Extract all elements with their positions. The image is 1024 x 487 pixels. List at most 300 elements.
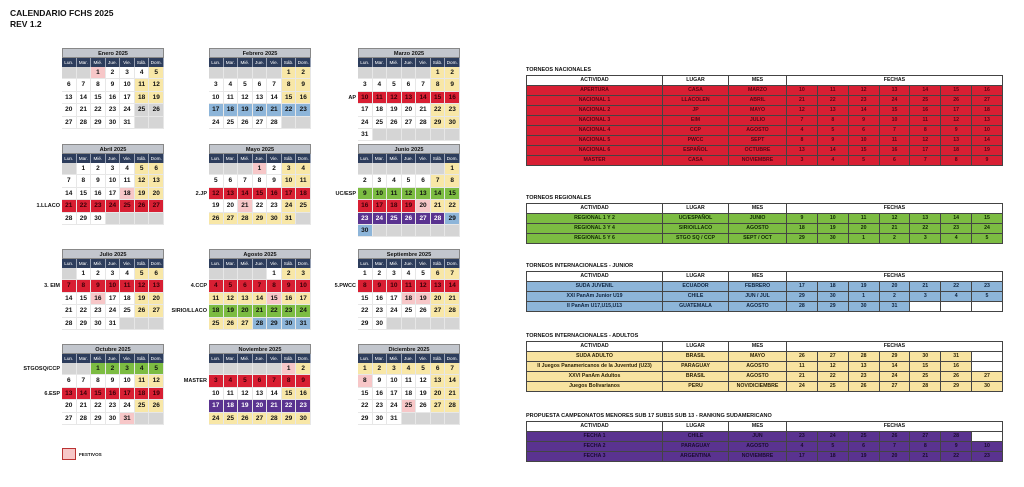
weekday-label: Lun. (62, 154, 77, 163)
month-days (209, 268, 311, 330)
day-cell: 24 (387, 400, 402, 412)
day-cell: 27 (238, 318, 253, 330)
month-days (358, 67, 460, 141)
day-cell: 31 (120, 413, 135, 425)
weekday-label: Sáb. (135, 354, 150, 363)
day-cell: 9 (91, 280, 106, 292)
day-cell: 24 (106, 200, 121, 212)
date-cell: 12 (941, 116, 972, 126)
empty-day-cell (416, 129, 431, 141)
day-cell: 19 (238, 400, 253, 412)
weekday-label: Mar. (224, 259, 239, 268)
empty-day-cell (373, 67, 388, 79)
month-side-label: SIRIO/LLACO (171, 308, 207, 315)
day-cell: 4 (135, 363, 150, 375)
date-cell: 30 (972, 382, 1003, 392)
day-cell: 25 (373, 117, 388, 129)
month-8 (209, 249, 311, 330)
day-cell: 14 (238, 188, 253, 200)
month-name: Abril 2025 (62, 144, 164, 154)
date-cell: 17 (910, 146, 941, 156)
day-cell: 26 (149, 104, 164, 116)
day-cell: 27 (431, 305, 446, 317)
day-cell: 23 (91, 305, 106, 317)
day-cell: 24 (373, 213, 388, 225)
day-cell: 11 (120, 175, 135, 187)
day-cell: 16 (106, 388, 121, 400)
day-cell: 10 (387, 375, 402, 387)
empty-day-cell (402, 67, 417, 79)
day-cell: 19 (402, 200, 417, 212)
table-title: TORNEOS INTERNACIONALES - JUNIOR (526, 263, 634, 269)
day-cell: 12 (416, 375, 431, 387)
date-cell: 28 (848, 352, 879, 362)
day-cell: 13 (149, 280, 164, 292)
date-cell: 26 (941, 372, 972, 382)
column-header: ACTIVIDAD (527, 76, 663, 86)
day-cell: 22 (358, 305, 373, 317)
day-cell: 28 (253, 318, 268, 330)
date-cell: 12 (848, 86, 879, 96)
date-cell: 25 (848, 432, 879, 442)
day-cell: 24 (387, 305, 402, 317)
day-cell: 11 (402, 280, 417, 292)
month-name: Febrero 2025 (209, 48, 311, 58)
day-cell: 20 (253, 400, 268, 412)
date-cell: 13 (848, 362, 879, 372)
day-cell: 7 (77, 375, 92, 387)
tournament-table (526, 75, 1003, 166)
day-cell: 5 (416, 268, 431, 280)
empty-day-cell (445, 318, 460, 330)
day-cell: 13 (431, 375, 446, 387)
weekday-label: Vie. (267, 259, 282, 268)
table-cell: NACIONAL 4 (527, 126, 663, 136)
day-cell: 21 (445, 293, 460, 305)
date-cell: 20 (879, 282, 910, 292)
table-cell: GUATEMALA (663, 302, 729, 312)
empty-day-cell (135, 117, 150, 129)
empty-day-cell (120, 213, 135, 225)
day-cell: 2 (91, 268, 106, 280)
day-cell: 7 (62, 175, 77, 187)
date-cell: 26 (941, 96, 972, 106)
table-section (526, 66, 1002, 166)
day-cell: 6 (402, 79, 417, 91)
day-cell: 25 (135, 104, 150, 116)
table-cell: JUN / JUL (729, 292, 787, 302)
date-cell: 3 (910, 234, 941, 244)
empty-day-cell (149, 318, 164, 330)
date-cell: 30 (817, 234, 848, 244)
day-cell: 9 (106, 375, 121, 387)
weekday-label: Mié. (91, 154, 106, 163)
day-cell: 31 (358, 129, 373, 141)
date-cell: 14 (941, 214, 972, 224)
day-cell: 25 (402, 305, 417, 317)
day-cell: 15 (91, 388, 106, 400)
table-cell: CASA (663, 86, 729, 96)
day-cell: 4 (135, 67, 150, 79)
table-cell: NOVIEMBRE (729, 452, 787, 462)
day-cell: 10 (120, 79, 135, 91)
day-cell: 12 (387, 92, 402, 104)
calendar-title: CALENDARIO FCHS 2025 (10, 8, 114, 18)
day-cell: 20 (238, 305, 253, 317)
table-cell: SEPT / OCT (729, 234, 787, 244)
date-cell: 5 (848, 156, 879, 166)
month-name: Octubre 2025 (62, 344, 164, 354)
legend (62, 448, 102, 460)
day-cell: 10 (106, 280, 121, 292)
date-cell: 16 (910, 106, 941, 116)
weekday-label: Sáb. (135, 154, 150, 163)
empty-day-cell (387, 163, 402, 175)
date-cell: 10 (972, 442, 1003, 452)
empty-day-cell (431, 129, 446, 141)
day-cell: 15 (358, 293, 373, 305)
weekday-label: Lun. (209, 154, 224, 163)
day-cell: 2 (373, 268, 388, 280)
empty-day-cell (387, 318, 402, 330)
day-cell: 31 (387, 413, 402, 425)
weekday-label: Dom. (149, 354, 164, 363)
date-cell: 10 (787, 86, 818, 96)
day-cell: 10 (296, 280, 311, 292)
day-cell: 11 (135, 375, 150, 387)
weekday-label: Mar. (224, 354, 239, 363)
table-cell: JULIO (729, 116, 787, 126)
day-cell: 18 (402, 293, 417, 305)
day-cell: 18 (373, 104, 388, 116)
table-cell: FECHA 1 (527, 432, 663, 442)
date-cell: 23 (787, 432, 818, 442)
date-cell: 28 (787, 302, 818, 312)
table-cell: CHILE (663, 292, 729, 302)
day-cell: 14 (77, 92, 92, 104)
day-cell: 29 (267, 318, 282, 330)
empty-day-cell (431, 318, 446, 330)
date-cell: 21 (910, 452, 941, 462)
day-cell: 5 (402, 175, 417, 187)
day-cell: 13 (224, 188, 239, 200)
empty-day-cell (224, 163, 239, 175)
date-cell: 20 (879, 452, 910, 462)
day-cell: 8 (91, 79, 106, 91)
weekday-label: Mié. (387, 354, 402, 363)
weekday-label: Sáb. (282, 58, 297, 67)
day-cell: 21 (267, 400, 282, 412)
date-cell: 6 (879, 156, 910, 166)
table-row (527, 282, 1003, 292)
column-header: LUGAR (663, 272, 729, 282)
empty-day-cell (62, 67, 77, 79)
month-side-label: UC/ESP (335, 190, 356, 197)
day-cell: 29 (91, 117, 106, 129)
day-cell: 28 (445, 400, 460, 412)
date-cell: 13 (941, 136, 972, 146)
day-cell: 25 (120, 200, 135, 212)
column-header: MES (729, 272, 787, 282)
date-cell: 4 (941, 234, 972, 244)
table-row (527, 136, 1003, 146)
date-cell: 11 (910, 116, 941, 126)
date-cell: 10 (817, 214, 848, 224)
month-name: Mayo 2025 (209, 144, 311, 154)
day-cell: 11 (224, 388, 239, 400)
page-title (10, 8, 113, 30)
day-cell: 18 (296, 188, 311, 200)
weekday-label: Jue. (402, 154, 417, 163)
date-cell: 1 (848, 292, 879, 302)
date-cell: 24 (787, 382, 818, 392)
day-cell: 8 (77, 175, 92, 187)
day-cell: 24 (296, 305, 311, 317)
weekday-label: Vie. (416, 58, 431, 67)
day-cell: 6 (253, 375, 268, 387)
day-cell: 3 (209, 79, 224, 91)
day-cell: 1 (91, 67, 106, 79)
day-cell: 21 (77, 104, 92, 116)
day-cell: 21 (267, 104, 282, 116)
month-days (209, 67, 311, 129)
table-cell: OCTUBRE (729, 146, 787, 156)
date-cell: 13 (879, 86, 910, 96)
weekday-label: Vie. (120, 58, 135, 67)
table-cell: NACIONAL 6 (527, 146, 663, 156)
day-cell: 27 (431, 400, 446, 412)
day-cell: 16 (267, 188, 282, 200)
date-cell: 15 (972, 214, 1003, 224)
day-cell: 2 (106, 67, 121, 79)
day-cell: 13 (416, 188, 431, 200)
weekday-label: Sáb. (135, 259, 150, 268)
day-cell: 15 (445, 188, 460, 200)
day-cell: 6 (416, 175, 431, 187)
day-cell: 29 (77, 318, 92, 330)
day-cell: 13 (253, 92, 268, 104)
date-cell (972, 302, 1003, 312)
date-cell: 3 (910, 292, 941, 302)
column-header: FECHAS (787, 204, 1003, 214)
tournament-table (526, 341, 1003, 392)
day-cell: 24 (120, 104, 135, 116)
weekday-label: Lun. (62, 354, 77, 363)
day-cell: 25 (296, 200, 311, 212)
date-cell: 23 (972, 282, 1003, 292)
day-cell: 28 (416, 117, 431, 129)
day-cell: 15 (77, 293, 92, 305)
date-cell (910, 302, 941, 312)
weekday-label: Vie. (416, 154, 431, 163)
date-cell: 26 (787, 352, 818, 362)
weekday-label: Lun. (358, 154, 373, 163)
day-cell: 4 (224, 375, 239, 387)
empty-day-cell (253, 67, 268, 79)
table-row (527, 96, 1003, 106)
date-cell: 24 (972, 224, 1003, 234)
table-header-row (527, 76, 1003, 86)
month-days (62, 268, 164, 330)
weekday-label: Mar. (224, 58, 239, 67)
day-cell: 30 (358, 225, 373, 237)
day-cell: 15 (253, 188, 268, 200)
date-cell: 9 (817, 136, 848, 146)
column-header: MES (729, 204, 787, 214)
column-header: FECHAS (787, 342, 1003, 352)
day-cell: 1 (445, 163, 460, 175)
day-cell: 17 (387, 293, 402, 305)
day-cell: 9 (296, 375, 311, 387)
weekday-label: Mar. (373, 354, 388, 363)
weekday-label: Dom. (445, 58, 460, 67)
column-header: MES (729, 76, 787, 86)
day-cell: 8 (282, 375, 297, 387)
day-cell: 6 (149, 163, 164, 175)
weekday-header (209, 259, 311, 268)
date-cell: 15 (941, 86, 972, 96)
day-cell: 11 (120, 280, 135, 292)
day-cell: 9 (282, 280, 297, 292)
date-cell: 3 (787, 156, 818, 166)
date-cell: 21 (787, 372, 818, 382)
empty-day-cell (106, 213, 121, 225)
date-cell: 8 (817, 116, 848, 126)
tournament-table (526, 421, 1003, 462)
day-cell: 10 (282, 175, 297, 187)
date-cell: 23 (972, 452, 1003, 462)
day-cell: 10 (209, 388, 224, 400)
date-cell: 23 (941, 224, 972, 234)
day-cell: 29 (77, 213, 92, 225)
day-cell: 20 (149, 293, 164, 305)
day-cell: 30 (267, 213, 282, 225)
month-side-label: 4.CCP (190, 283, 207, 290)
empty-day-cell (209, 268, 224, 280)
day-cell: 4 (120, 268, 135, 280)
day-cell: 23 (296, 104, 311, 116)
month-name: Noviembre 2025 (209, 344, 311, 354)
empty-day-cell (209, 163, 224, 175)
date-cell: 4 (941, 292, 972, 302)
date-cell (972, 362, 1003, 372)
day-cell: 12 (416, 280, 431, 292)
date-cell: 22 (817, 96, 848, 106)
month-days (358, 268, 460, 330)
empty-day-cell (253, 268, 268, 280)
weekday-label: Mar. (77, 354, 92, 363)
day-cell: 1 (282, 363, 297, 375)
empty-day-cell (387, 67, 402, 79)
date-cell: 9 (972, 156, 1003, 166)
day-cell: 25 (224, 413, 239, 425)
date-cell: 30 (848, 302, 879, 312)
day-cell: 12 (149, 375, 164, 387)
table-cell: CCP (663, 126, 729, 136)
table-cell: NACIONAL 1 (527, 96, 663, 106)
day-cell: 17 (387, 388, 402, 400)
month-side-label: 3. EIM (44, 283, 60, 290)
day-cell: 21 (431, 200, 446, 212)
date-cell: 13 (817, 106, 848, 116)
weekday-label: Sáb. (282, 154, 297, 163)
weekday-label: Sáb. (282, 259, 297, 268)
day-cell: 18 (402, 388, 417, 400)
day-cell: 15 (358, 388, 373, 400)
day-cell: 7 (267, 79, 282, 91)
day-cell: 7 (431, 175, 446, 187)
day-cell: 7 (445, 268, 460, 280)
day-cell: 28 (62, 213, 77, 225)
day-cell: 24 (282, 200, 297, 212)
day-cell: 14 (62, 188, 77, 200)
column-header: LUGAR (663, 204, 729, 214)
day-cell: 2 (373, 363, 388, 375)
table-title: TORNEOS NACIONALES (526, 67, 591, 73)
column-header: ACTIVIDAD (527, 272, 663, 282)
date-cell: 16 (941, 362, 972, 372)
date-cell: 22 (817, 372, 848, 382)
empty-day-cell (358, 163, 373, 175)
day-cell: 4 (387, 175, 402, 187)
date-cell: 13 (787, 146, 818, 156)
day-cell: 3 (282, 163, 297, 175)
day-cell: 21 (238, 200, 253, 212)
table-row (527, 86, 1003, 96)
day-cell: 8 (358, 375, 373, 387)
table-cell: JUN (729, 432, 787, 442)
day-cell: 21 (253, 305, 268, 317)
month-days (358, 363, 460, 425)
table-cell: PARAGUAY (663, 362, 729, 372)
day-cell: 15 (282, 388, 297, 400)
weekday-label: Mar. (224, 154, 239, 163)
day-cell: 10 (387, 280, 402, 292)
table-cell: ABRIL (729, 96, 787, 106)
day-cell: 9 (91, 175, 106, 187)
day-cell: 11 (135, 79, 150, 91)
column-header: ACTIVIDAD (527, 342, 663, 352)
day-cell: 26 (149, 400, 164, 412)
day-cell: 16 (296, 92, 311, 104)
day-cell: 6 (62, 375, 77, 387)
month-11 (209, 344, 311, 425)
day-cell: 9 (445, 79, 460, 91)
weekday-label: Jue. (402, 259, 417, 268)
date-cell: 27 (817, 352, 848, 362)
day-cell: 23 (296, 400, 311, 412)
day-cell: 11 (224, 92, 239, 104)
day-cell: 31 (106, 318, 121, 330)
day-cell: 25 (387, 213, 402, 225)
day-cell: 19 (224, 305, 239, 317)
day-cell: 22 (77, 305, 92, 317)
day-cell: 9 (296, 79, 311, 91)
day-cell: 24 (106, 305, 121, 317)
weekday-label: Dom. (149, 154, 164, 163)
day-cell: 14 (253, 293, 268, 305)
month-side-label: 1.LLACO (36, 203, 60, 210)
day-cell: 13 (402, 92, 417, 104)
empty-day-cell (402, 129, 417, 141)
day-cell: 26 (209, 213, 224, 225)
empty-day-cell (238, 67, 253, 79)
table-row (527, 126, 1003, 136)
day-cell: 17 (296, 293, 311, 305)
table-cell: SEPT (729, 136, 787, 146)
month-days (358, 163, 460, 237)
weekday-label: Dom. (445, 154, 460, 163)
